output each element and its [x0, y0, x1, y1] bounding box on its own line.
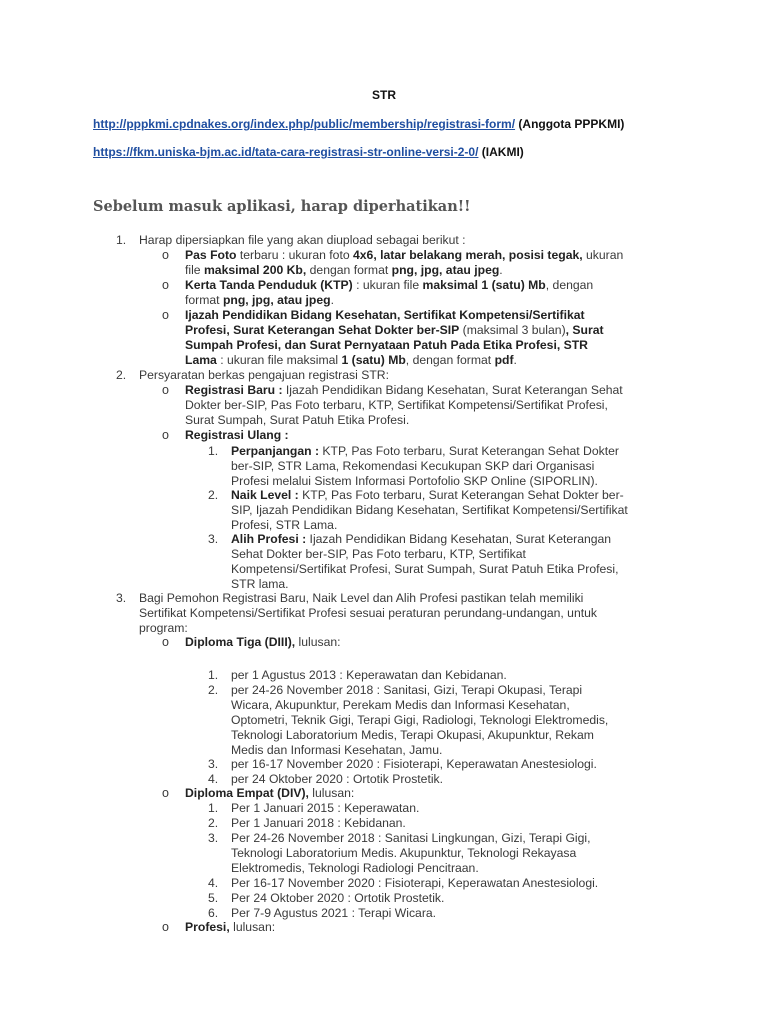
- registrasi-ulang-item-1-line: [231, 459, 594, 474]
- link-pppkmi[interactable]: http://pppkmi.cpdnakes.org/index.php/public/membership/registrasi-form/: [93, 117, 516, 131]
- text-run: : ukuran file maksimal: [216, 353, 342, 367]
- section-3-intro: Bagi Pemohon Registrasi Baru, Naik Level dan Alih Profesi pastikan telah memiliki: [139, 591, 584, 605]
- diii-item-2: per 24-26 November 2018 : Sanitasi, Gizi, Terapi Okupasi, Terapi: [231, 683, 583, 697]
- bold-text: Sumpah Profesi, dan Surat Pernyataan Patuh Pada Etika Profesi, STR: [185, 338, 588, 352]
- registrasi-ulang-item-2-line: [231, 488, 624, 503]
- diploma-tiga-label: [185, 635, 341, 650]
- registrasi-ulang-label: [185, 428, 289, 443]
- file-requirement-2-line: [185, 278, 593, 293]
- text-run: .: [513, 353, 517, 367]
- bold-text: Ijazah Pendidikan Bidang Kesehatan, Sertifikat Kompetensi/Sertifikat: [185, 308, 585, 322]
- text-run: Profesi, STR Lama.: [231, 518, 338, 532]
- bold-text: Kerta Tanda Penduduk (KTP): [185, 278, 353, 292]
- diii-item-3: per 16-17 November 2020 : Fisioterapi, Keperawatan Anestesiologi.: [231, 757, 597, 771]
- text-run: Dokter ber-SIP, Pas Foto terbaru, KTP, Sertifikat Kompetensi/Sertifikat Profesi,: [185, 398, 608, 412]
- text-run: Kompetensi/Sertifikat Profesi, Surat Sumpah, Surat Patuh Etika Profesi,: [231, 562, 619, 576]
- div-item-6: Per 7-9 Agustus 2021 : Terapi Wicara.: [231, 906, 437, 920]
- sub-number: 2.: [208, 683, 219, 697]
- text-run: Ijazah Pendidikan Bidang Kesehatan, Surat Keterangan Sehat: [282, 383, 623, 397]
- file-requirement-2-line: [185, 293, 334, 308]
- text-run: (maksimal 3 bulan): [459, 323, 566, 337]
- bold-text: png, jpg, atau jpeg: [391, 263, 500, 277]
- text-run: : ukuran file: [352, 278, 423, 292]
- file-requirement-3-line: [185, 323, 604, 338]
- diii-item-4: per 24 Oktober 2020 : Ortotik Prostetik.: [231, 772, 444, 786]
- registrasi-ulang-item-3-line: [231, 547, 526, 562]
- text-run: lulusan:: [295, 635, 341, 649]
- text-run: lulusan:: [308, 786, 355, 800]
- bold-text: Registrasi Ulang :: [185, 428, 289, 442]
- sub-number: 3.: [208, 757, 219, 771]
- section-1-intro: Harap dipersiapkan file yang akan diupload sebagai berikut :: [139, 233, 466, 247]
- div-item-3: Teknologi Laboratorium Medis. Akupunktur, Teknologi Rekayasa: [231, 846, 577, 860]
- text-run: format: [185, 293, 223, 307]
- text-run: KTP, Pas Foto terbaru, Surat Keterangan Sehat Dokter: [319, 444, 619, 458]
- text-run: Profesi melalui Sistem Informasi Portofolio SKP Online (SIPORLIN).: [231, 474, 598, 488]
- diploma-empat-label: [185, 786, 354, 801]
- registrasi-ulang-item-3-line: [231, 532, 611, 547]
- link-line-pppkmi: [93, 117, 624, 131]
- file-requirement-1-line: [185, 248, 623, 263]
- profesi-label: [185, 920, 275, 935]
- diii-item-2: Optometri, Teknik Gigi, Terapi Gigi, Radiologi, Teknologi Elektromedis,: [231, 713, 609, 727]
- section-heading: Sebelum masuk aplikasi, harap diperhatikan!!: [93, 198, 471, 215]
- bold-text: Lama: [185, 353, 217, 367]
- bold-text: Diploma Tiga (DIII),: [185, 635, 296, 649]
- registrasi-ulang-item-2-line: [231, 518, 337, 533]
- sub-number: 2.: [208, 488, 219, 502]
- bold-text: , Surat: [565, 323, 604, 337]
- sub-number: 4.: [208, 876, 219, 890]
- section-3-intro: Sertifikat Kompetensi/Sertifikat Profesi sesuai peraturan perundang-undangan, untuk: [139, 606, 597, 620]
- bold-text: Naik Level :: [231, 488, 299, 502]
- div-item-3: Per 24-26 November 2018 : Sanitasi Lingkungan, Gizi, Terapi Gigi,: [231, 831, 591, 845]
- bold-text: Alih Profesi :: [231, 532, 307, 546]
- text-run: STR lama.: [231, 577, 289, 591]
- bold-text: maksimal 200 Kb,: [203, 263, 307, 277]
- registrasi-ulang-item-3-line: [231, 577, 289, 592]
- sub-number: 3.: [208, 532, 219, 546]
- list-number-3: 3.: [116, 591, 127, 605]
- bullet-marker: o: [162, 920, 169, 934]
- bullet-marker: o: [162, 635, 169, 649]
- link-note-pppkmi: (Anggota PPPKMI): [518, 117, 625, 131]
- diii-item-2: Medis dan Informasi Kesehatan, Jamu.: [231, 743, 443, 757]
- sub-number: 3.: [208, 831, 219, 845]
- bold-text: 1 (satu) Mb: [341, 353, 406, 367]
- sub-number: 1.: [208, 668, 219, 682]
- bold-text: Diploma Empat (DIV),: [185, 786, 309, 800]
- bullet-marker: o: [162, 278, 169, 292]
- registrasi-ulang-item-2-line: [231, 503, 628, 518]
- text-run: KTP, Pas Foto terbaru, Surat Keterangan Sehat Dokter ber-: [298, 488, 624, 502]
- text-run: Ijazah Pendidikan Bidang Kesehatan, Surat Keterangan: [306, 532, 612, 546]
- bold-text: Perpanjangan :: [231, 444, 320, 458]
- section-2-intro: Persyaratan berkas pengajuan registrasi STR:: [139, 368, 389, 382]
- registrasi-baru-line: [185, 383, 623, 398]
- diii-item-1: per 1 Agustus 2013 : Keperawatan dan Kebidanan.: [231, 668, 507, 682]
- bold-text: Registrasi Baru :: [185, 383, 283, 397]
- registrasi-baru-line: [185, 413, 409, 428]
- text-run: terbaru : ukuran foto: [236, 248, 353, 262]
- sub-number: 4.: [208, 772, 219, 786]
- text-run: dengan format: [306, 263, 392, 277]
- bold-text: maksimal 1 (satu) Mb: [422, 278, 546, 292]
- link-note-iakmi: (IAKMI): [481, 145, 524, 159]
- text-run: file: [185, 263, 204, 277]
- sub-number: 5.: [208, 891, 219, 905]
- file-requirement-3-line: [185, 338, 588, 353]
- list-number-2: 2.: [116, 368, 127, 382]
- text-run: ukuran: [582, 248, 624, 262]
- diii-item-2: Teknologi Laboratorium Medis, Terapi Okupasi, Akupunktur, Rekam: [231, 728, 594, 742]
- file-requirement-1-line: [185, 263, 503, 278]
- text-run: Surat Sumpah, Surat Patuh Etika Profesi.: [185, 413, 410, 427]
- link-iakmi[interactable]: https://fkm.uniska-bjm.ac.id/tata-cara-registrasi-str-online-versi-2-0/: [93, 145, 479, 159]
- bold-text: Profesi, Surat Keterangan Sehat Dokter ber-SIP: [185, 323, 460, 337]
- bullet-marker: o: [162, 308, 169, 322]
- div-item-2: Per 1 Januari 2018 : Kebidanan.: [231, 816, 406, 830]
- link-line-iakmi: [93, 145, 524, 159]
- bold-text: Pas Foto: [185, 248, 237, 262]
- sub-number: 6.: [208, 906, 219, 920]
- bold-text: 4x6, latar belakang merah, posisi tegak,: [353, 248, 583, 262]
- text-run: Sehat Dokter ber-SIP, Pas Foto terbaru, KTP, Sertifikat: [231, 547, 526, 561]
- registrasi-baru-line: [185, 398, 608, 413]
- div-item-3: Elektromedis, Teknologi Radiologi Pencitraan.: [231, 861, 479, 875]
- sub-number: 2.: [208, 816, 219, 830]
- bold-text: Profesi,: [185, 920, 230, 934]
- text-run: lulusan:: [229, 920, 276, 934]
- bullet-marker: o: [162, 428, 169, 442]
- file-requirement-3-line: [185, 353, 517, 368]
- text-run: , dengan format: [405, 353, 495, 367]
- document-title: STR: [372, 88, 396, 102]
- diii-item-2: Wicara, Akupunktur, Perekam Medis dan Informasi Kesehatan,: [231, 698, 570, 712]
- file-requirement-3-line: [185, 308, 585, 323]
- bullet-marker: o: [162, 786, 169, 800]
- registrasi-ulang-item-1-line: [231, 444, 619, 459]
- text-run: .: [499, 263, 503, 277]
- registrasi-ulang-item-1-line: [231, 474, 598, 489]
- list-number-1: 1.: [116, 233, 127, 247]
- text-run: , dengan: [545, 278, 594, 292]
- sub-number: 1.: [208, 444, 219, 458]
- text-run: ber-SIP, STR Lama, Rekomendasi Kecukupan SKP dari Organisasi: [231, 459, 595, 473]
- div-item-4: Per 16-17 November 2020 : Fisioterapi, Keperawatan Anestesiologi.: [231, 876, 599, 890]
- div-item-5: Per 24 Oktober 2020 : Ortotik Prostetik.: [231, 891, 445, 905]
- sub-number: 1.: [208, 801, 219, 815]
- section-3-intro: program:: [139, 621, 188, 635]
- bullet-marker: o: [162, 383, 169, 397]
- bullet-marker: o: [162, 248, 169, 262]
- registrasi-ulang-item-3-line: [231, 562, 618, 577]
- bold-text: pdf: [494, 353, 514, 367]
- bold-text: png, jpg, atau jpeg: [222, 293, 331, 307]
- div-item-1: Per 1 Januari 2015 : Keperawatan.: [231, 801, 420, 815]
- text-run: SIP, Ijazah Pendidikan Bidang Kesehatan, Sertifikat Kompetensi/Sertifikat: [231, 503, 628, 517]
- text-run: .: [330, 293, 334, 307]
